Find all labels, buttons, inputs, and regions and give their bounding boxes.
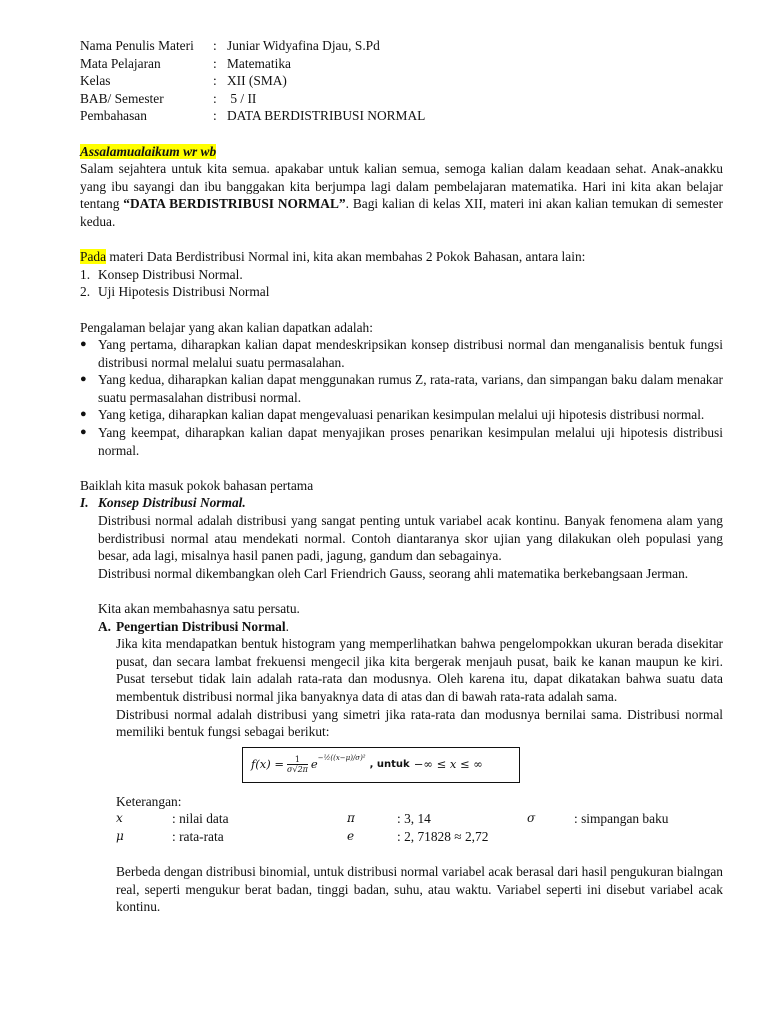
list-number: 2.: [80, 284, 91, 300]
list-item: [80, 336, 723, 371]
legend-symbol: e: [347, 828, 355, 843]
legend-desc: : 2, 71828 ≈ 2,72: [397, 828, 489, 844]
subsection-title-suffix: .: [285, 618, 289, 634]
intro-text-2: . Bagi kalian di kelas XII, materi ini akan kalian temukan di semester kedua.: [80, 196, 724, 229]
meta-label: BAB/ Semester: [80, 90, 164, 106]
bullet-icon: ●: [80, 338, 87, 351]
meta-row: [80, 90, 723, 108]
greeting-text: Assalamualaikum wr wb: [80, 143, 217, 159]
meta-row: [80, 72, 723, 90]
legend-desc: : nilai data: [172, 811, 229, 827]
list-number: 1.: [80, 266, 91, 282]
intro-text-1: Salam sejahtera untuk kita semua. apakabar untuk kalian semua, semoga kalian dalam keadaan sehat. Anak-anakku yang ibu sayangi dan ibu banggakan kita berjumpa lagi dalam pembelajaran matematika. Hari ini kita akan belajar tentang: [80, 161, 723, 212]
meta-value: XII (SMA): [227, 73, 287, 89]
section-heading: [80, 494, 723, 512]
subsection-title: Pengertian Distribusi Normal: [116, 618, 286, 634]
meta-colon: :: [213, 73, 217, 89]
experience-list: [80, 336, 723, 459]
meta-value: Juniar Widyafina Djau, S.Pd: [227, 38, 380, 53]
greeting: [80, 143, 723, 161]
closing-paragraph: Berbeda dengan distribusi binomial, untuk distribusi normal variabel acak berasal dari hasil pengukuran bialngan real, seperti mengukur berat badan, tinggi badan, suhu, atau waktu. Variabel seperti ini disebut variabel acak kontinu.: [116, 864, 723, 915]
legend-symbol: x: [116, 811, 123, 826]
meta-label: Kelas: [80, 73, 111, 89]
legend-row: [116, 810, 723, 828]
legend-symbol: [527, 828, 574, 846]
section-title: Konsep Distribusi Normal.: [98, 495, 246, 511]
meta-colon: :: [213, 108, 217, 124]
list-text: Yang pertama, diharapkan kalian dapat mendeskripsikan konsep distribusi normal dan menganalisis bentuk fungsi distribusi normal melalui suatu permasalahan.: [98, 337, 723, 370]
meta-colon: :: [213, 90, 217, 106]
bullet-icon: ●: [80, 426, 87, 439]
meta-value: 5 / II: [227, 90, 257, 106]
formula-domain: −∞ ≤ x ≤ ∞: [413, 756, 483, 771]
list-item: [80, 283, 723, 301]
meta-label: Pembahasan: [80, 108, 147, 124]
legend-desc: [574, 828, 723, 846]
list-text: Konsep Distribusi Normal.: [98, 266, 243, 282]
list-text: Yang kedua, diharapkan kalian dapat menggunakan rumus Z, rata-rata, varians, dan simpangan baku dalam menakar suatu permasalahan distribusi normal.: [98, 372, 723, 405]
bullet-icon: ●: [80, 408, 87, 421]
legend-desc: : simpangan baku: [574, 811, 669, 827]
meta-value: Matematika: [227, 55, 291, 71]
legend-symbol: μ: [116, 828, 124, 843]
topics-lead-text: materi Data Berdistribusi Normal ini, kita akan membahas 2 Pokok Bahasan, antara lain:: [106, 249, 586, 265]
list-item: [80, 266, 723, 284]
subsection-paragraph: Jika kita mendapatkan bentuk histogram yang memperlihatkan bahwa pengelompokkan ukuran berada disekitar pusat, dan secara lambat frekuensi mengecil jika kita bergerak menjauh pusat, baik ke kanan maupun ke kiri. Pusat tersebut tidak lain adalah rata-rata dan modusnya. Oleh karena itu, dapat dikatakan bahwa suatu data membentuk distribusi normal jika banyaknya data di atas dan di bawah rata-rata adalah sama.: [116, 636, 723, 704]
intro-bold-title: “DATA BERDISTRIBUSI NORMAL”: [123, 196, 346, 212]
document-page: [80, 37, 723, 916]
meta-label: Nama Penulis Materi: [80, 38, 194, 53]
meta-value: DATA BERDISTRIBUSI NORMAL: [227, 108, 426, 124]
legend-symbol: σ: [527, 811, 536, 826]
formula-coefficient: [287, 755, 308, 774]
section-paragraph: Kita akan membahasnya satu persatu.: [98, 601, 300, 616]
formula-coef-denominator: σ√2π: [287, 765, 308, 775]
legend-block: [116, 793, 723, 846]
meta-colon: :: [213, 55, 217, 71]
normal-distribution-formula: [242, 747, 520, 783]
experience-lead: Pengalaman belajar yang akan kalian dapatkan adalah:: [80, 319, 373, 335]
legend-desc: : 3, 14: [397, 811, 431, 827]
legend-title: Keterangan:: [116, 793, 182, 809]
meta-row: [80, 55, 723, 73]
section-paragraph: Distribusi normal dikembangkan oleh Carl Friendrich Gauss, seorang ahli matematika berkebangsaan Jerman.: [98, 565, 689, 581]
list-item: [80, 406, 723, 424]
meta-label: Mata Pelajaran: [80, 55, 161, 71]
subsection-heading: [98, 618, 723, 636]
formula-exponent: −½((x−μ)/σ)²: [317, 753, 366, 762]
section-numeral: I.: [80, 495, 89, 511]
list-text: Uji Hipotesis Distribusi Normal: [98, 284, 270, 300]
subsection-letter: A.: [98, 618, 112, 634]
list-item: [80, 424, 723, 459]
topics-lead: [80, 248, 723, 266]
meta-row: [80, 107, 723, 125]
list-text: Yang keempat, diharapkan kalian dapat menyajikan proses penarikan kesimpulan melalui uji hipotesis distribusi normal.: [98, 425, 723, 458]
section-lead: Baiklah kita masuk pokok bahasan pertama: [80, 477, 314, 493]
subsection-paragraph: Distribusi normal adalah distribusi yang simetri jika rata-rata dan modusnya bernilai sama. Distribusi normal memiliki bentuk fungsi sebagai berikut:: [116, 706, 723, 740]
legend-symbol: π: [347, 811, 355, 826]
intro-paragraph: [80, 160, 723, 230]
list-text: Yang ketiga, diharapkan kalian dapat mengevaluasi penarikan kesimpulan melalui uji hipotesis distribusi normal.: [98, 407, 705, 423]
section-paragraph: Distribusi normal adalah distribusi yang sangat penting untuk variabel acak kontinu. Banyak fenomena alam yang berdistribusi normal atau mendekati normal. Contoh diantaranya skor ujian yang dilakukan oleh populasi yang besar, ada lagi, misalnya hasil panen padi, jagung, gandum dan sebagainya.: [98, 513, 723, 564]
formula-coef-numerator: 1: [294, 755, 301, 765]
list-item: [80, 371, 723, 406]
formula-base: e: [310, 756, 318, 771]
legend-row: [116, 828, 723, 846]
meta-colon: :: [213, 38, 217, 53]
meta-row: [80, 37, 723, 55]
bullet-icon: ●: [80, 373, 87, 386]
topics-list: [80, 266, 723, 301]
meta-block: [80, 37, 723, 125]
formula-connector: , untuk: [369, 758, 410, 770]
formula-lhs: f(x) =: [251, 756, 285, 771]
legend-desc: : rata-rata: [172, 828, 224, 844]
topics-lead-highlight: Pada: [80, 249, 107, 265]
